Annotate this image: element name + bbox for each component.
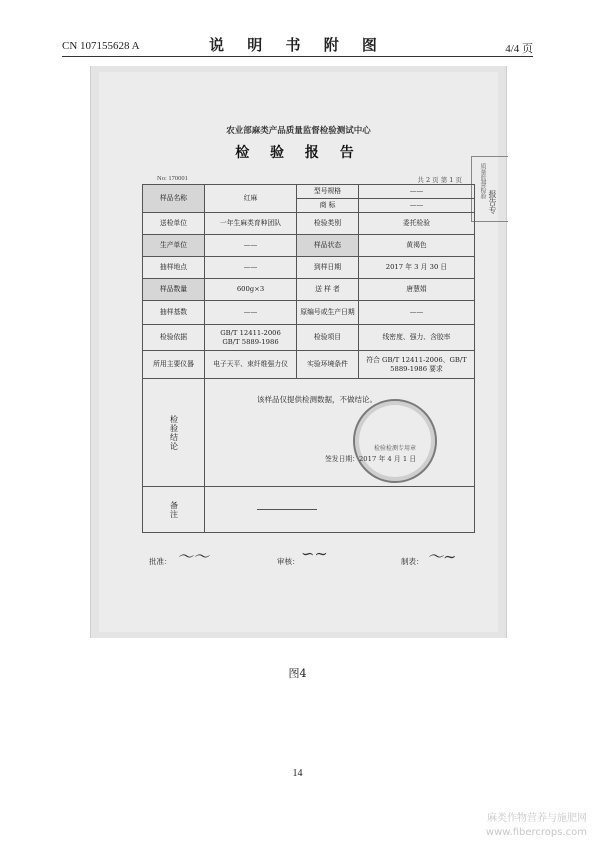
table-row: [143, 487, 475, 533]
label-cell: 检验依据: [143, 325, 205, 351]
value-cell: 600g×3: [205, 279, 297, 301]
approver-signature: 〜〜: [177, 547, 210, 566]
value-cell: 黄褐色: [359, 235, 475, 257]
value-cell: 符合 GB/T 12411-2006、GB/T 5889-1986 要求: [359, 351, 475, 379]
label-cell: 样品状态: [297, 235, 359, 257]
table-row: [143, 351, 475, 379]
table-row: [143, 379, 475, 487]
value-cell: ——: [359, 185, 475, 199]
page-header: [0, 0, 595, 60]
value-cell: GB/T 12411-2006 GB/T 5889-1986: [205, 325, 297, 351]
label-cell: 送 样 者: [297, 279, 359, 301]
side-stamp-text: 质量监督检验: [479, 163, 486, 199]
preparer-label: 制表：: [401, 557, 424, 566]
label-cell: 检验类别: [297, 213, 359, 235]
value-cell: ——: [359, 301, 475, 325]
seal-text: 检验检测专用章: [373, 445, 416, 452]
label-cell: 样品数量: [143, 279, 205, 301]
scanned-report: [90, 66, 507, 638]
report-number: No: 170001: [157, 175, 188, 182]
table-row: [143, 185, 475, 199]
report-table: [142, 184, 475, 533]
issue-date: 签发日期：2017 年 4 月 1 日: [325, 455, 417, 463]
figure-caption: 图4: [288, 667, 307, 680]
label-cell: 实验环境条件: [297, 351, 359, 379]
reviewer-signature: ∽∼: [301, 544, 328, 563]
value-cell: 委托检验: [359, 213, 475, 235]
value-cell: 红麻: [205, 185, 297, 213]
value-cell: ——: [205, 301, 297, 325]
remarks-line: [257, 509, 317, 510]
label-cell: 送检单位: [143, 213, 205, 235]
table-row: [143, 257, 475, 279]
page-number: 14: [292, 768, 303, 779]
approver-label: 批准：: [149, 557, 172, 566]
value-cell: 唐慧娟: [359, 279, 475, 301]
label-cell: 抽样基数: [143, 301, 205, 325]
remarks-label: 备注: [169, 500, 179, 519]
conclusion-cell: [205, 379, 475, 487]
value-cell: ——: [205, 257, 297, 279]
report-title: 检 验 报 告: [235, 145, 362, 161]
value-cell: 电子天平、束纤维强力仪: [205, 351, 297, 379]
report-pages: 共 2 页 第 1 页: [417, 176, 462, 184]
preparer-signature: 〜∼: [427, 547, 457, 566]
label-cell: 生产单位: [143, 235, 205, 257]
table-row: [143, 325, 475, 351]
label-cell: 商 标: [297, 199, 359, 213]
value-cell: ——: [359, 199, 475, 213]
value-cell: 一年生麻类育种团队: [205, 213, 297, 235]
table-row: [143, 279, 475, 301]
watermark-line1: 麻类作物营养与施肥网: [487, 813, 587, 824]
value-cell: 2017 年 3 月 30 日: [359, 257, 475, 279]
table-row: [143, 235, 475, 257]
label-cell: 检验项目: [297, 325, 359, 351]
section-title: 说 明 书 附 图: [209, 36, 386, 54]
conclusion-label: 检验结论: [169, 414, 179, 451]
organization: 农业部麻类产品质量监督检验测试中心: [226, 126, 371, 136]
side-label: 报告专: [488, 190, 497, 214]
label-cell: 所用主要仪器: [143, 351, 205, 379]
remarks-cell: [205, 487, 475, 533]
label-cell: 原编号或生产日期: [297, 301, 359, 325]
label-cell: 到样日期: [297, 257, 359, 279]
report-paper: [99, 72, 498, 632]
label-cell: 样品名称: [143, 185, 205, 213]
conclusion-label-cell: [143, 379, 205, 487]
site-watermark: [486, 812, 587, 840]
label-cell: 型号规格: [297, 185, 359, 199]
remarks-label-cell: [143, 487, 205, 533]
page-of: 4/4 页: [505, 43, 533, 55]
conclusion-text: 该样品仅提供检测数据，不做结论。: [257, 395, 377, 404]
doc-number: CN 107155628 A: [62, 40, 140, 52]
reviewer-label: 审核：: [277, 557, 300, 566]
value-cell: ——: [205, 235, 297, 257]
header-rule: [62, 56, 533, 57]
official-seal: [353, 399, 437, 483]
watermark-line2: www.fibercrops.com: [485, 827, 587, 838]
label-cell: 抽样地点: [143, 257, 205, 279]
table-row: [143, 301, 475, 325]
value-cell: 线密度、强力、含胶率: [359, 325, 475, 351]
table-row: [143, 213, 475, 235]
